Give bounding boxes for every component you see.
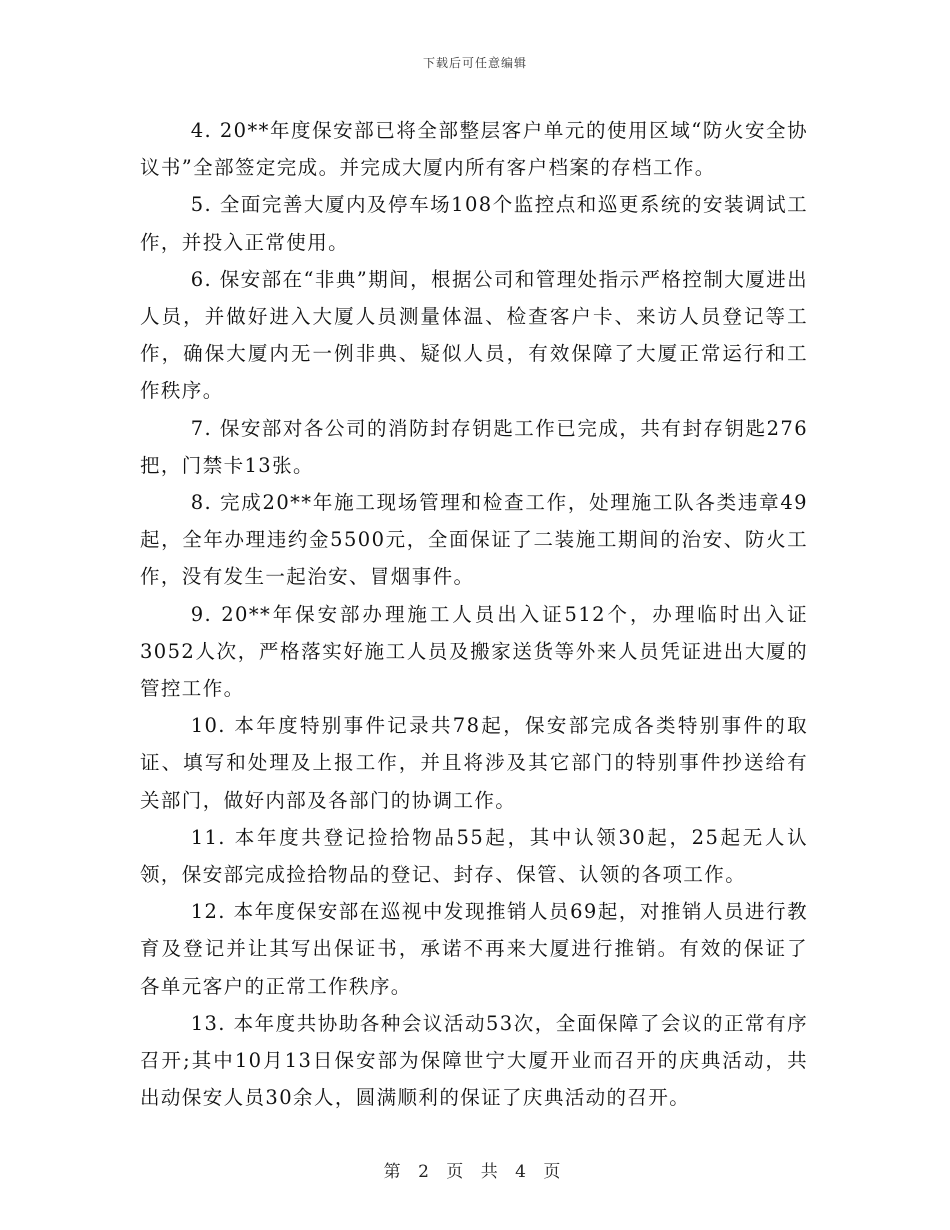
paragraph-item-9: 9. 20**年保安部办理施工人员出入证512个，办理临时出入证3052人次，严格落实好施工人员及搬家送货等外来人员凭证进出大厦的管控工作。 [140, 602, 808, 701]
page-number-footer: 第 2 页 共 4 页 [383, 1162, 567, 1182]
paragraph-item-10: 10. 本年度特别事件记录共78起，保安部完成各类特别事件的取证、填写和处理及上报工作，并且将涉及其它部门的特别事件抄送给有关部门，做好内部及各部门的协调工作。 [140, 714, 808, 812]
paragraph-item-5: 5. 全面完善大厦内及停车场108个监控点和巡更系统的安装调试工作，并投入正常使用。 [140, 193, 808, 254]
page-header: 下载后可任意编辑 [422, 56, 527, 70]
paragraph-item-8: 8. 完成20**年施工现场管理和检查工作，处理施工队各类违章49起，全年办理违约金5500元，全面保证了二装施工期间的治安、防火工作，没有发生一起治安、冒烟事件。 [140, 491, 808, 589]
document-body [140, 112, 808, 1116]
paragraph-item-11: 11. 本年度共登记捡拾物品55起，其中认领30起，25起无人认领，保安部完成捡拾物品的登记、封存、保管、认领的各项工作。 [140, 825, 808, 887]
paragraph-item-13: 13. 本年度共协助各种会议活动53次，全面保障了会议的正常有序召开;其中10月13日保安部为保障世宁大厦开业而召开的庆典活动，共出动保安人员30余人，圆满顺利的保证了庆典活动的召开。 [140, 1011, 808, 1110]
paragraph-item-4: 4. 20**年度保安部已将全部整层客户单元的使用区域“防火安全协议书”全部签定完成。并完成大厦内所有客户档案的存档工作。 [140, 119, 808, 180]
paragraph-item-6: 6. 保安部在“非典”期间，根据公司和管理处指示严格控制大厦进出人员，并做好进入大厦人员测量体温、检查客户卡、来访人员登记等工作，确保大厦内无一例非典、疑似人员，有效保障了大厦正常运行和工作秩序。 [140, 267, 808, 403]
paragraph-item-7: 7. 保安部对各公司的消防封存钥匙工作已完成，共有封存钥匙276把，门禁卡13张。 [140, 416, 808, 477]
paragraph-item-12: 12. 本年度保安部在巡视中发现推销人员69起，对推销人员进行教育及登记并让其写出保证书，承诺不再来大厦进行推销。有效的保证了各单元客户的正常工作秩序。 [140, 900, 808, 998]
